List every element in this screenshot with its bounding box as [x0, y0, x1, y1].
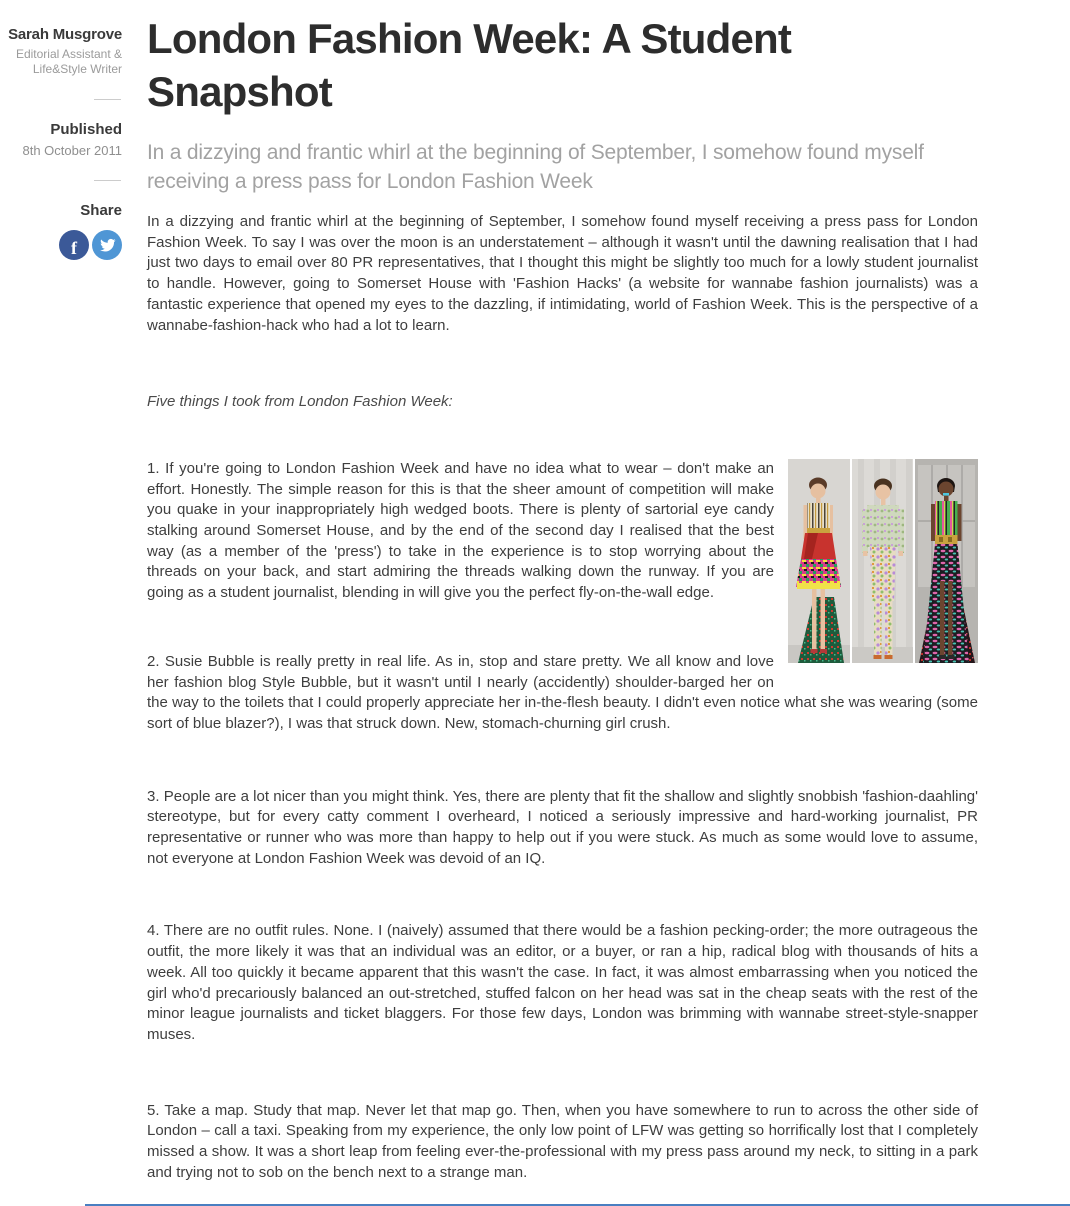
- intro-paragraph: In a dizzying and frantic whirl at the beginning of September, I somehow found myself receiving a press pass for London Fashion Week. To say I was over the moon is an understatement – although it wasn't until the dawning realisation that I had just two days to email over 80 PR representatives, that I thought this might be slightly too much for a lowly student journalist to handle. However, going to Somerset House with 'Fashion Hacks' (a website for wannabe fashion journalists) was a fantastic experience that opened my eyes to the dazzling, if intimidating, world of Fashion Week. This is the perspective of a wannabe-fashion-hack who had a lot to learn.: [147, 213, 978, 334]
- published-date: 8th October 2011: [22, 143, 122, 158]
- article: [147, 0, 978, 1184]
- point-paragraph-5: 5. Take a map. Study that map. Never let that map go. Then, when you have somewhere to run to across the other side of London – call a taxi. Speaking from my experience, the only low point of LFW was getting so horrifically lost that I completely missed a show. It was a short leap from feeling ever-the-professional with my press pass around my neck, to sitting in a park and trying not to sob on the bench next to a strange man.: [147, 1101, 978, 1181]
- author-sidebar: [0, 26, 122, 260]
- facebook-icon: f: [71, 237, 77, 258]
- point-paragraph-3: 3. People are a lot nicer than you might think. Yes, there are plenty that fit the shallow and slightly snobbish 'fashion-daahling' stereotype, but for every catty comment I overheard, I noticed a seriously impressive and hard-working journalist, PR representative or runner who was more than happy to help out if you were stuck. As much as some would love to assume, not everyone at London Fashion Week was devoid of an IQ.: [147, 787, 978, 867]
- share-icons: [0, 230, 122, 260]
- point-paragraph-2: 2. Susie Bubble is really pretty in real life. As in, stop and stare pretty. We all know and love her fashion blog Style Bubble, but it wasn't until I nearly (accidently) shoulder-barged her on the way to the toilets that I could properly appreciate her in-the-flesh beauty. I didn't even notice what she was wearing (some sort of blue blazer?), I was that struck down. New, stomach-churning girl crush.: [147, 652, 978, 732]
- author-role-line2: Life&Style Writer: [32, 62, 122, 76]
- point-paragraph-4: 4. There are no outfit rules. None. I (naively) assumed that there would be a fashion pecking-order; the more outrageous the outfit, the more likely it was that an individual was an editor, or a buyer, or ran a hip, radical blog with thousands of hits a week. All too quickly it became apparent that this wasn't the case. In fact, it was almost embarrassing when you noticed the girl who'd precariously balanced an out-stretched, stuffed falcon on her head was sat in the cheap seats with the rest of the minor league journalists and ticket blaggers. For those few days, London was brimming with wannabe street-style-snapper muses.: [147, 922, 978, 1043]
- runway-models-image: [788, 459, 978, 663]
- list-intro: Five things I took from London Fashion Week:: [147, 393, 453, 411]
- article-body: [147, 212, 978, 1184]
- sidebar-divider: [94, 99, 121, 100]
- page-title: London Fashion Week: A Student Snapshot: [147, 15, 792, 115]
- author-name: Sarah Musgrove: [8, 26, 122, 43]
- share-label: Share: [80, 202, 122, 219]
- twitter-bird-icon: [99, 237, 116, 254]
- point-paragraph-1: 1. If you're going to London Fashion Week and have no idea what to wear – don't make an effort. Honestly. The simple reason for this is that the sheer amount of competition will make you quake in your inappropriately high wedged boots. There is plenty of sartorial eye candy stalking around Somerset House, and by the end of the second day I realised that the best way (as a member of the 'press') to take in the experience is to stop worrying about the threads on your back, and start admiring the threads walking down the runway. If you are going as a student journalist, blending in will give you the perfect fly-on-the-wall edge.: [147, 459, 774, 602]
- article-subtitle: In a dizzying and frantic whirl at the beginning of September, I somehow found myself receiving a press pass for London Fashion Week: [147, 141, 924, 193]
- published-label: Published: [50, 121, 122, 138]
- sidebar-divider: [94, 180, 121, 181]
- runway-models-triptych-graphic: [788, 459, 978, 663]
- facebook-share-button[interactable]: [59, 230, 89, 260]
- author-role: [0, 47, 122, 77]
- author-role-line1: Editorial Assistant &: [15, 47, 122, 61]
- twitter-share-button[interactable]: [92, 230, 122, 260]
